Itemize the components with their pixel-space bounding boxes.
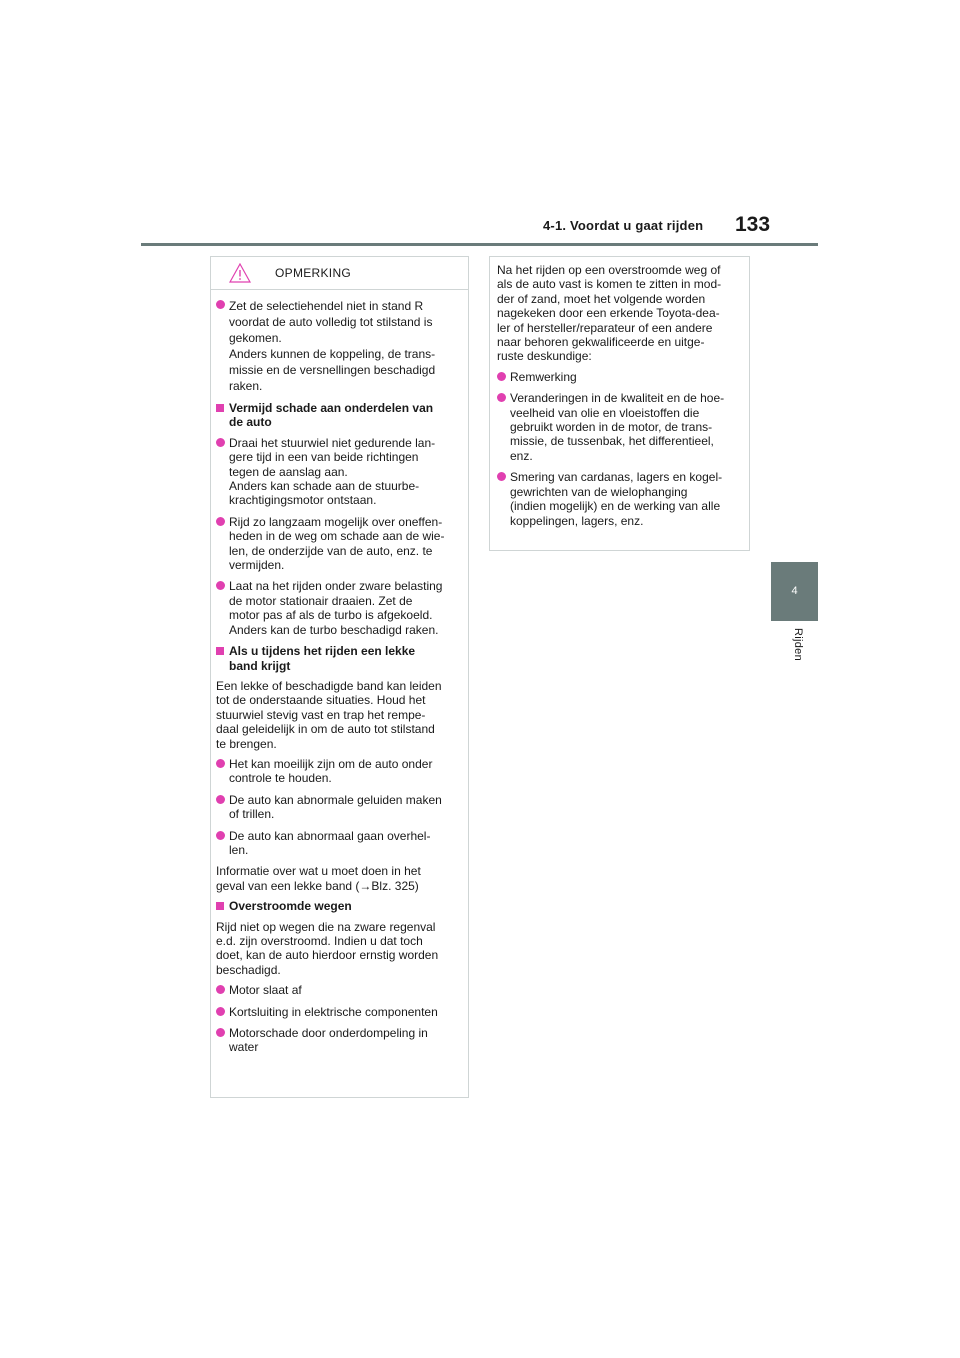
text-line: ruste deskundige:: [497, 349, 592, 364]
continued-box: [489, 256, 750, 551]
continued-content: [497, 263, 741, 528]
text-line: enz.: [510, 448, 533, 463]
text-line: Remwerking: [510, 369, 577, 384]
text-line: Anders kunnen de koppeling, de trans-: [229, 347, 436, 361]
text-line: Informatie over wat u moet doen in het: [216, 864, 421, 879]
text-line: Smering van cardanas, lagers en kogel-: [510, 470, 723, 485]
text-line: Vermijd schade aan onderdelen van: [229, 401, 434, 415]
header-rule: [141, 243, 818, 246]
section-heading: [216, 899, 460, 913]
bullet-icon: [216, 300, 225, 309]
list-item: [216, 436, 460, 508]
text-line: beschadigd.: [216, 962, 281, 977]
bullet-icon: [497, 372, 506, 381]
text-line: gere tijd in een van beide richtingen: [229, 450, 419, 465]
notice-box: [210, 256, 469, 1098]
text-line: heden in de weg om schade aan de wie-: [229, 529, 445, 544]
list-item: [497, 470, 741, 528]
text-line: controle te houden.: [229, 771, 332, 786]
text-line: Draai het stuurwiel niet gedurende lan-: [229, 435, 436, 450]
text-line: ler of hersteller/reparateur of een andere: [497, 320, 713, 335]
warning-triangle-icon: [229, 263, 251, 283]
list-item: [216, 515, 460, 573]
text-line: te brengen.: [216, 736, 277, 751]
bullet-icon: [216, 581, 225, 590]
page-number: 133: [735, 213, 771, 236]
text-line: Zet de selectiehendel niet in stand R: [229, 299, 424, 313]
text-line: gebruikt worden in de motor, de trans-: [510, 420, 713, 435]
text-line: Kortsluiting in elektrische componenten: [229, 1004, 438, 1019]
text-line: Het kan moeilijk zijn om de auto onder: [229, 756, 433, 771]
text-line: der of zand, moet het volgende worden: [497, 291, 706, 306]
text-line: Anders kan schade aan de stuurbe-: [229, 479, 420, 494]
square-bullet-icon: [216, 902, 224, 910]
bullet-icon: [216, 517, 225, 526]
text-line: tegen de aanslag aan.: [229, 464, 348, 479]
notice-content: [216, 298, 460, 1055]
text-line: tot de onderstaande situaties. Houd het: [216, 693, 426, 708]
text-line: gewrichten van de wielophanging: [510, 484, 688, 499]
text-line: gekomen.: [229, 331, 282, 345]
text-line: Overstroomde wegen: [229, 899, 352, 914]
text-line: De auto kan abnormaal gaan overhel-: [229, 828, 431, 843]
text-line: De auto kan abnormale geluiden maken: [229, 792, 442, 807]
text-line: len.: [229, 842, 249, 857]
paragraph: [497, 263, 741, 364]
text-line: koppelingen, lagers, enz.: [510, 513, 644, 528]
list-item: [216, 793, 460, 822]
section-heading: [216, 401, 460, 430]
text-line: Veranderingen in de kwaliteit en de hoe-: [510, 391, 725, 406]
text-line: naar behoren gekwalificeerde en uitge-: [497, 335, 705, 350]
list-item: [497, 391, 741, 463]
bullet-icon: [497, 472, 506, 481]
section-title: 4-1. Voordat u gaat rijden: [543, 218, 704, 233]
text-line: nagekeken door een erkende Toyota-dea-: [497, 306, 720, 321]
text-line: vermijden.: [229, 558, 285, 573]
text-line: Rijd zo langzaam mogelijk over oneffen-: [229, 514, 443, 529]
text-line: doet, kan de auto hierdoor ernstig worden: [216, 948, 439, 963]
paragraph: [216, 864, 460, 893]
bullet-icon: [216, 1007, 225, 1016]
text-line: veelheid van olie en vloeistoffen die: [510, 405, 700, 420]
text-line: of trillen.: [229, 807, 275, 822]
text-line: Een lekke of beschadigde band kan leiden: [216, 678, 442, 693]
bullet-icon: [216, 795, 225, 804]
list-item: [497, 370, 741, 384]
bullet-icon: [216, 438, 225, 447]
text-line: de motor stationair draaien. Zet de: [229, 593, 413, 608]
text-line: stuurwiel stevig vast en trap het rempe-: [216, 707, 426, 722]
text-line: Motorschade door onderdompeling in: [229, 1026, 428, 1041]
list-item: [216, 1026, 460, 1055]
bullet-icon: [497, 393, 506, 402]
text-line: raken.: [229, 379, 263, 393]
bullet-icon: [216, 985, 225, 994]
text-line: Motor slaat af: [229, 983, 302, 998]
text-line: Laat na het rijden onder zware belasting: [229, 579, 443, 594]
chapter-tab[interactable]: 4: [771, 562, 818, 621]
list-item: [216, 579, 460, 637]
text-line: geval van een lekke band (→Blz. 325): [216, 878, 419, 893]
text-line: Na het rijden op een overstroomde weg of: [497, 263, 721, 277]
notice-header: [211, 257, 468, 290]
notice-title: OPMERKING: [275, 266, 352, 280]
text-line: Als u tijdens het rijden een lekke: [229, 644, 416, 659]
square-bullet-icon: [216, 647, 224, 655]
bullet-icon: [216, 831, 225, 840]
text-line: als de auto vast is komen te zitten in mod-: [497, 277, 722, 292]
list-item: [216, 757, 460, 786]
text-line: Anders kan de turbo beschadigd raken.: [229, 622, 439, 637]
paragraph: [216, 920, 460, 978]
list-item: [216, 983, 460, 997]
text-line: daal geleidelijk in om de auto tot stilstand: [216, 722, 435, 737]
text-line: e.d. zijn overstroomd. Indien u dat toch: [216, 934, 423, 948]
text-line: krachtigingsmotor ontstaan.: [229, 493, 377, 508]
bullet-icon: [216, 1028, 225, 1037]
paragraph: [216, 679, 460, 751]
chapter-label: Rijden: [792, 628, 804, 661]
list-item: [216, 829, 460, 858]
text-line: Rijd niet op wegen die na zware regenval: [216, 919, 436, 934]
text-line: (indien mogelijk) en de werking van alle: [510, 499, 721, 514]
text-line: band krijgt: [229, 658, 291, 673]
bullet-icon: [216, 759, 225, 768]
list-item: [216, 1005, 460, 1019]
section-heading: [216, 644, 460, 673]
text-line: missie en de versnellingen beschadigd: [229, 363, 436, 377]
text-line: motor pas af als de turbo is afgekoeld.: [229, 608, 433, 623]
list-item: [216, 298, 460, 394]
text-line: len, de onderzijde van de auto, enz. te: [229, 543, 433, 558]
text-line: voordat de auto volledig tot stilstand is: [229, 315, 433, 329]
text-line: missie, de tussenbak, het differentieel,: [510, 434, 714, 449]
text-line: de auto: [229, 415, 272, 430]
text-line: water: [229, 1040, 259, 1055]
square-bullet-icon: [216, 404, 224, 412]
